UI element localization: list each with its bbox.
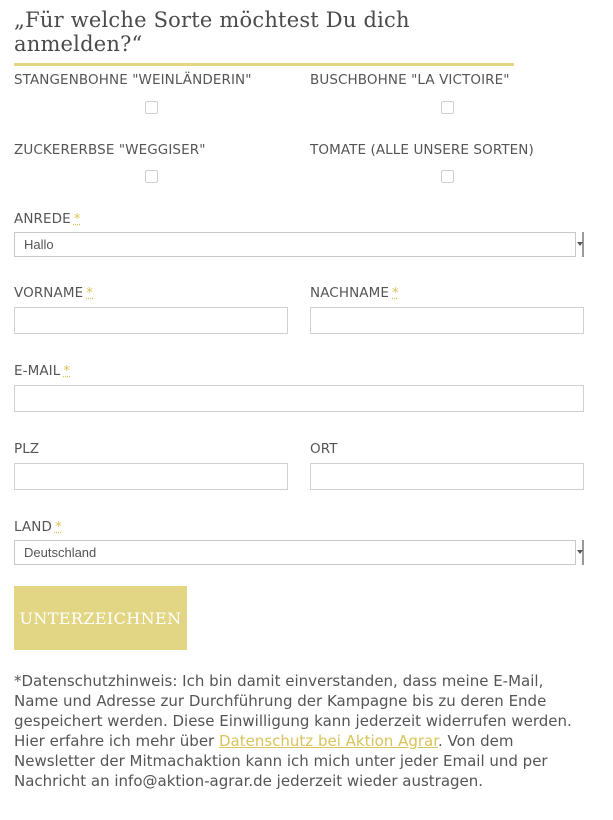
salutation-select-value: Hallo	[24, 237, 54, 252]
email-input[interactable]	[14, 385, 584, 412]
salutation-label	[14, 211, 81, 227]
zip-input[interactable]	[14, 463, 288, 490]
required-marker: *	[392, 285, 399, 301]
last-name-label-text: NACHNAME	[310, 285, 389, 301]
required-marker: *	[86, 285, 94, 301]
chevron-down-icon[interactable]	[575, 232, 584, 257]
country-select-value: Deutschland	[24, 545, 97, 560]
submit-button[interactable]: UNTERZEICHNEN	[14, 586, 187, 650]
form-heading: „Für welche Sorte möchtest Du dich anmelden?“	[14, 8, 514, 66]
required-marker: *	[63, 363, 71, 379]
privacy-text-after: . Von dem Newsletter der Mitmachaktion kann ich mich unter jeder Email und per Nachricht an info@aktion-agrar.de jederzeit wieder austragen.	[14, 732, 548, 790]
privacy-link[interactable]: Datenschutz bei Aktion Agrar	[218, 732, 439, 750]
zip-label: PLZ	[14, 441, 40, 457]
first-name-input[interactable]	[14, 307, 288, 334]
variety-checkbox-zuckererbse[interactable]	[145, 170, 158, 183]
required-marker: *	[73, 211, 81, 227]
first-name-label-text: VORNAME	[14, 285, 84, 301]
variety-label-buschbohne: BUSCHBOHNE "LA VICTOIRE"	[310, 72, 510, 88]
variety-checkbox-buschbohne[interactable]	[441, 101, 454, 114]
email-label	[14, 363, 70, 379]
variety-checkbox-tomate[interactable]	[441, 170, 454, 183]
salutation-select[interactable]	[14, 232, 584, 257]
privacy-notice	[14, 671, 574, 791]
country-label	[14, 519, 62, 535]
required-marker: *	[54, 519, 62, 535]
variety-label-stangenbohne: STANGENBOHNE "WEINLÄNDERIN"	[14, 72, 252, 88]
country-label-text: LAND	[14, 519, 52, 535]
country-select[interactable]	[14, 540, 584, 565]
last-name-input[interactable]	[310, 307, 584, 334]
salutation-label-text: ANREDE	[14, 211, 71, 227]
variety-label-tomate: TOMATE (ALLE UNSERE SORTEN)	[310, 142, 534, 158]
first-name-label	[14, 285, 93, 301]
variety-checkbox-stangenbohne[interactable]	[145, 101, 158, 114]
chevron-down-icon[interactable]	[575, 540, 584, 565]
privacy-text-before: *Datenschutzhinweis: Ich bin damit einverstanden, dass meine E-Mail, Name und Adresse zur Durchführung der Kampagne bis zu deren Ende gespeichert werden. Diese Einwilligung kann jederzeit widerrufen werden. Hier erfahre ich mehr über	[14, 672, 572, 750]
city-label: ORT	[310, 441, 338, 457]
city-input[interactable]	[310, 463, 584, 490]
email-label-text: E-MAIL	[14, 363, 61, 379]
variety-label-zuckererbse: ZUCKERERBSE "WEGGISER"	[14, 142, 206, 158]
last-name-label	[310, 285, 399, 301]
